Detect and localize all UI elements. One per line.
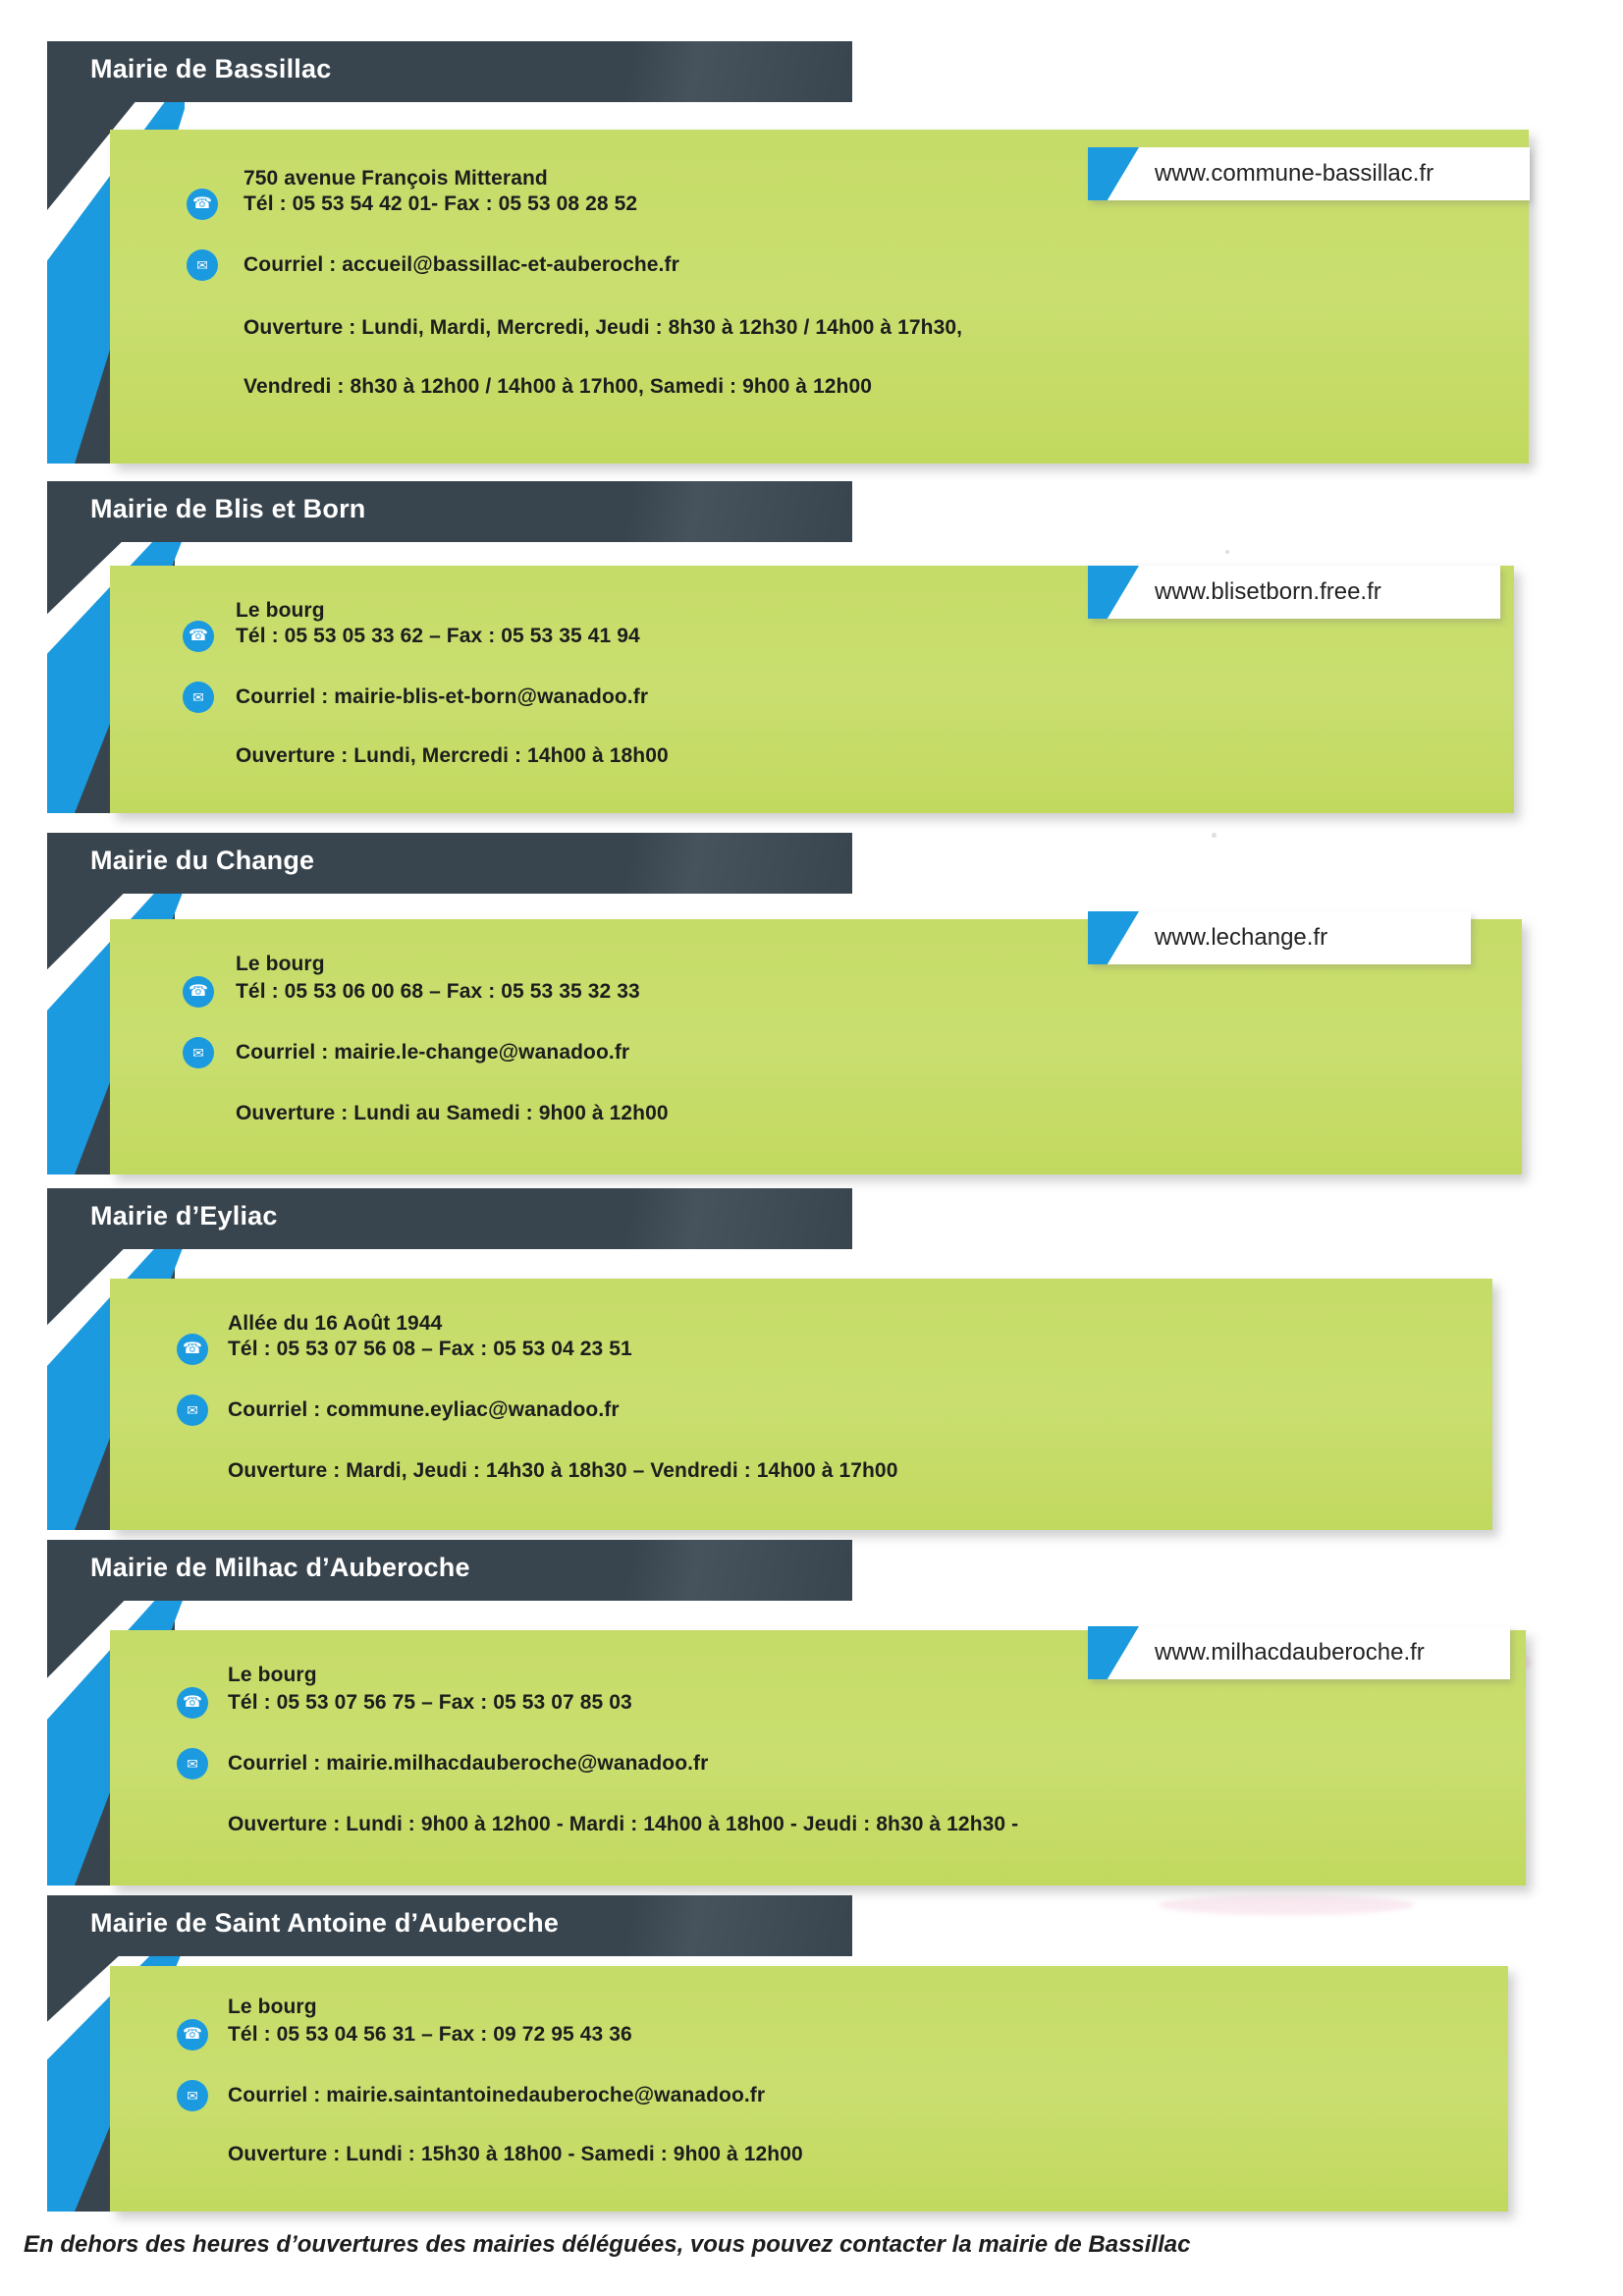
- block-header-bar: [47, 1540, 852, 1601]
- hours-line-1: Ouverture : Lundi : 9h00 à 12h00 - Mardi : 14h00 à 18h00 - Jeudi : 8h30 à 12h30 -: [228, 1813, 1019, 1835]
- block-header-bar: [47, 1895, 852, 1956]
- mairie-title: Mairie de Blis et Born: [90, 494, 366, 523]
- green-content-panel: [110, 1966, 1508, 2212]
- mairie-title: Mairie du Change: [90, 846, 315, 875]
- green-content-panel: [110, 1279, 1492, 1530]
- phone-icon: ☎: [183, 621, 214, 652]
- phone-line: Tél : 05 53 06 00 68 – Fax : 05 53 35 32 33: [236, 980, 640, 1003]
- email-line: Courriel : mairie.milhacdauberoche@wanadoo.fr: [228, 1752, 709, 1775]
- website-url[interactable]: www.blisetborn.free.fr: [1155, 578, 1381, 605]
- phone-icon: ☎: [177, 1687, 208, 1719]
- website-url[interactable]: www.milhacdauberoche.fr: [1155, 1639, 1425, 1666]
- website-tab[interactable]: [1088, 911, 1471, 964]
- phone-icon: ☎: [187, 189, 218, 220]
- phone-icon: ☎: [183, 976, 214, 1008]
- blue-wedge-decoration: [1088, 911, 1139, 964]
- address-line: Allée du 16 Août 1944: [228, 1312, 443, 1335]
- blue-wedge-decoration: [1088, 147, 1139, 200]
- website-tab[interactable]: [1088, 147, 1530, 200]
- website-tab[interactable]: [1088, 566, 1500, 619]
- address-line: 750 avenue François Mitterand: [243, 167, 548, 190]
- block-header-bar: [47, 481, 852, 542]
- scan-artifact: [1159, 1895, 1414, 1915]
- website-url[interactable]: www.commune-bassillac.fr: [1155, 160, 1434, 187]
- hours-line-1: Ouverture : Mardi, Jeudi : 14h30 à 18h30 – Vendredi : 14h00 à 17h00: [228, 1459, 898, 1482]
- phone-line: Tél : 05 53 04 56 31 – Fax : 09 72 95 43 36: [228, 2023, 632, 2046]
- hours-line-1: Ouverture : Lundi, Mercredi : 14h00 à 18h00: [236, 744, 669, 767]
- address-line: Le bourg: [236, 953, 325, 975]
- phone-icon: ☎: [177, 2019, 208, 2050]
- blue-wedge-decoration: [1088, 566, 1139, 619]
- hours-line-2: Vendredi : 8h30 à 12h00 / 14h00 à 17h00, Samedi : 9h00 à 12h00: [243, 375, 873, 398]
- hours-line-1: Ouverture : Lundi au Samedi : 9h00 à 12h00: [236, 1102, 669, 1124]
- hours-line-1: Ouverture : Lundi : 15h30 à 18h00 - Samedi : 9h00 à 12h00: [228, 2143, 803, 2165]
- scan-speck: [1212, 833, 1217, 838]
- mail-icon: ✉: [177, 2080, 208, 2111]
- phone-line: Tél : 05 53 54 42 01- Fax : 05 53 08 28 52: [243, 192, 638, 215]
- mail-icon: ✉: [183, 682, 214, 713]
- footer-note: En dehors des heures d’ouvertures des mairies déléguées, vous pouvez contacter la mairie de Bassillac: [24, 2231, 1191, 2258]
- email-line: Courriel : mairie-blis-et-born@wanadoo.fr: [236, 685, 649, 708]
- website-tab[interactable]: [1088, 1626, 1510, 1679]
- address-line: Le bourg: [236, 599, 325, 622]
- hours-line-1: Ouverture : Lundi, Mardi, Mercredi, Jeudi : 8h30 à 12h30 / 14h00 à 17h30,: [243, 316, 963, 339]
- mail-icon: ✉: [177, 1394, 208, 1426]
- block-header-bar: [47, 833, 852, 894]
- phone-line: Tél : 05 53 05 33 62 – Fax : 05 53 35 41 94: [236, 625, 640, 647]
- mairie-title: Mairie de Bassillac: [90, 54, 332, 83]
- address-line: Le bourg: [228, 1664, 317, 1686]
- phone-icon: ☎: [177, 1334, 208, 1365]
- mairie-title: Mairie de Saint Antoine d’Auberoche: [90, 1908, 560, 1938]
- email-line: Courriel : commune.eyliac@wanadoo.fr: [228, 1398, 620, 1421]
- mail-icon: ✉: [177, 1748, 208, 1779]
- mairie-title: Mairie d’Eyliac: [90, 1201, 278, 1230]
- website-url[interactable]: www.lechange.fr: [1155, 924, 1328, 951]
- mairie-title: Mairie de Milhac d’Auberoche: [90, 1553, 470, 1582]
- block-header-bar: [47, 1188, 852, 1249]
- email-line: Courriel : accueil@bassillac-et-auberoche.fr: [243, 253, 679, 276]
- blue-wedge-decoration: [1088, 1626, 1139, 1679]
- email-line: Courriel : mairie.saintantoinedauberoche@wanadoo.fr: [228, 2084, 766, 2106]
- mail-icon: ✉: [187, 249, 218, 281]
- phone-line: Tél : 05 53 07 56 08 – Fax : 05 53 04 23 51: [228, 1338, 632, 1360]
- mail-icon: ✉: [183, 1037, 214, 1068]
- email-line: Courriel : mairie.le-change@wanadoo.fr: [236, 1041, 630, 1064]
- phone-line: Tél : 05 53 07 56 75 – Fax : 05 53 07 85 03: [228, 1691, 632, 1714]
- scan-speck: [1225, 550, 1229, 554]
- address-line: Le bourg: [228, 1995, 317, 2018]
- block-header-bar: [47, 41, 852, 102]
